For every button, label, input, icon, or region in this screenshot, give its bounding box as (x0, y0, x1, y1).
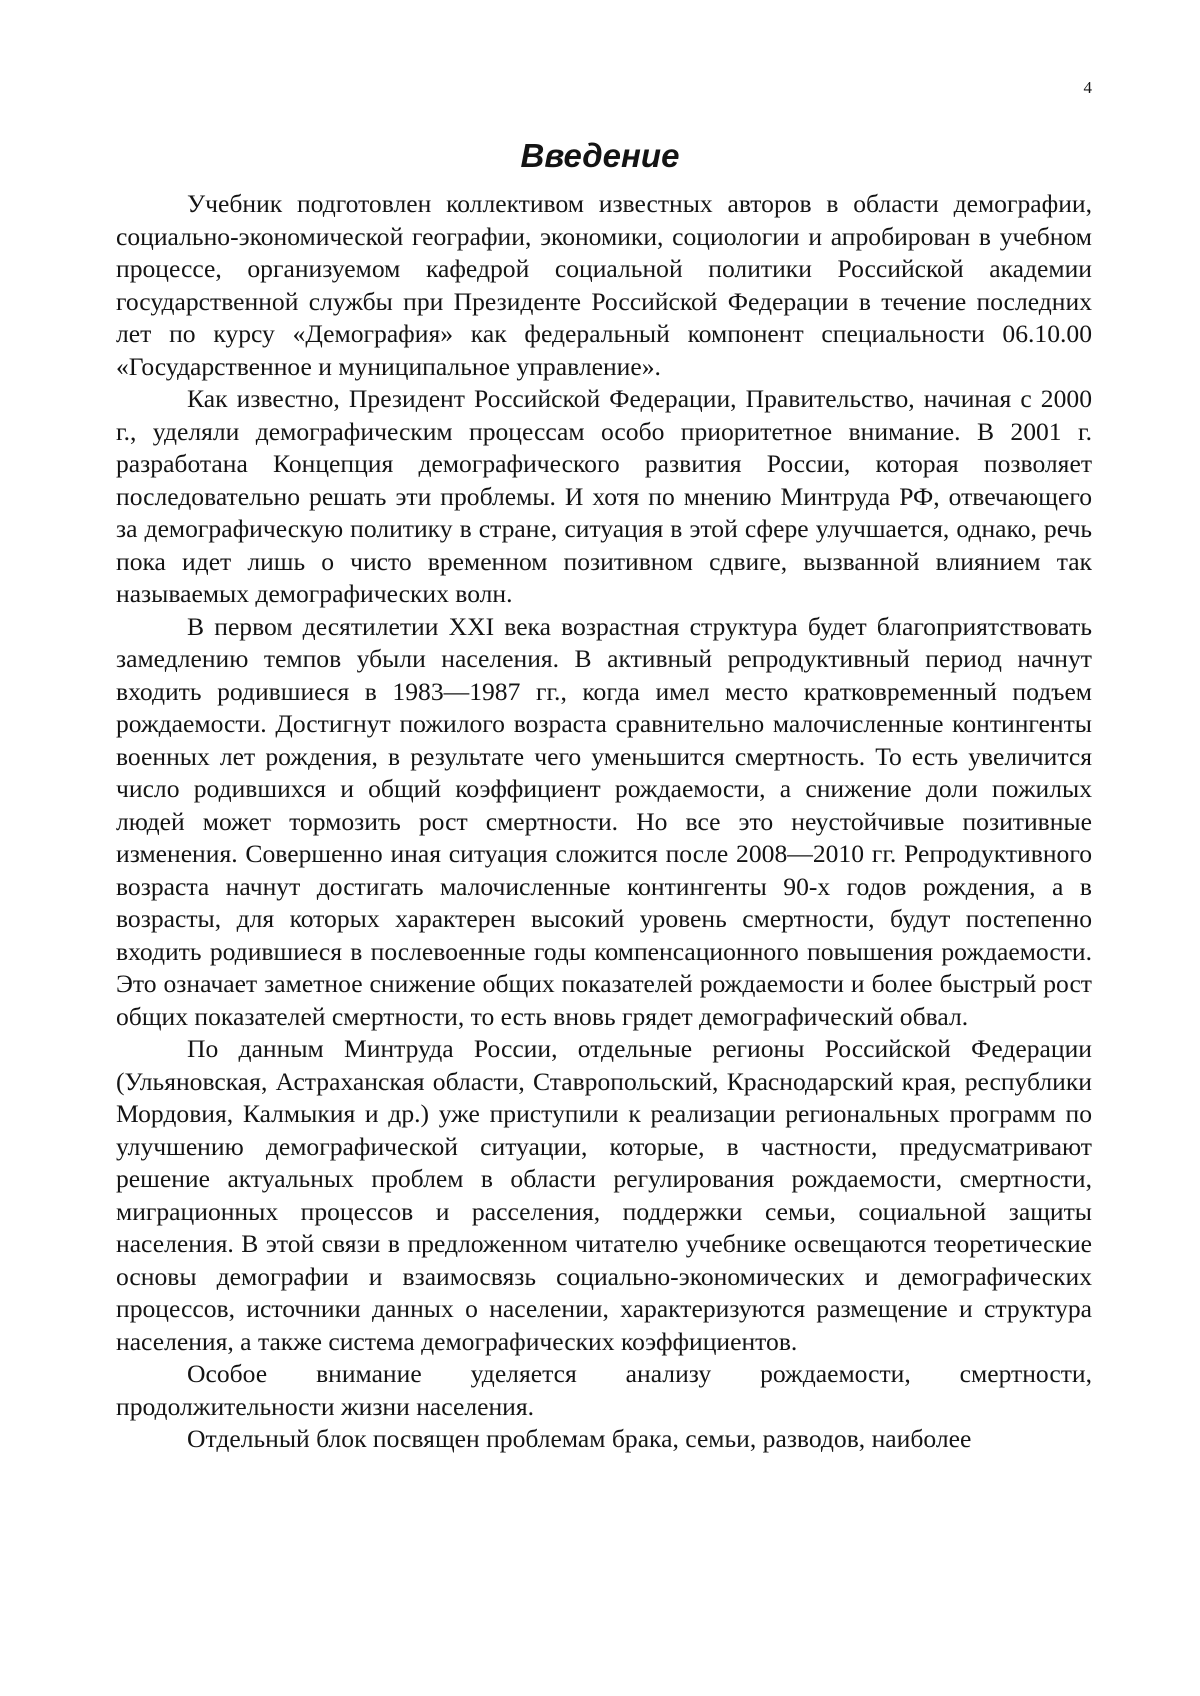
paragraph: Как известно, Президент Российской Федерации, Правительство, начиная с 2000 г., уделяли демографическим процессам особо приоритетное внимание. В 2001 г. разработана Концепция демографического развития России, которая позволяет последовательно решать эти проблемы. И хотя по мнению Минтруда РФ, отвечающего за демографическую политику в стране, ситуация в этой сфере улучшается, однако, речь пока идет лишь о чисто временном позитивном сдвиге, вызванной влиянием так называемых демографических волн. (116, 384, 1092, 608)
section-title: Введение (520, 137, 680, 174)
paragraph: Учебник подготовлен коллективом известных авторов в области демографии, социально-экономической географии, экономики, социологии и апробирован в учебном процессе, организуемом кафедрой социальной политики Российской академии государственной службы при Президенте Российской Федерации в течение последних лет по курсу «Демография» как федеральный компонент специальности 06.10.00 «Государственное и муниципальное управление». (116, 189, 1092, 381)
paragraph: В первом десятилетии XXI века возрастная структура будет благоприятствовать замедлению темпов убыли населения. В активный репродуктивный период начнут входить родившиеся в 1983—1987 гг., когда имел место кратковременный подъем рождаемости. Достигнут пожилого возраста сравнительно малочисленные контингенты военных лет рождения, в результате чего уменьшится смертность. То есть увеличится число родившихся и общий коэффициент рождаемости, а снижение доли пожилых людей может тормозить рост смертности. Но все это неустойчивые позитивные изменения. Совершенно иная ситуация сложится после 2008—2010 гг. Репродуктивного возраста начнут достигать малочисленные контингенты 90-х годов рождения, а в возрасты, для которых характерен высокий уровень смертности, будут постепенно входить родившиеся в послевоенные годы компенсационного повышения рождаемости. Это означает заметное снижение общих показателей рождаемости и более быстрый рост общих показателей смертности, то есть вновь грядет демографический обвал. (116, 611, 1092, 1031)
body-text (116, 188, 1092, 1456)
paragraph: По данным Минтруда России, отдельные регионы Российской Федерации (Ульяновская, Астраханская области, Ставропольский, Краснодарский края, республики Мордовия, Калмыкия и др.) уже приступили к реализации региональных программ по улучшению демографической ситуации, которые, в частности, предусматривают решение актуальных проблем в области регулирования рождаемости, смертности, миграционных процессов и расселения, поддержки семьи, социальной защиты населения. В этой связи в предложенном читателю учебнике освещаются теоретические основы демографии и взаимосвязь социально-экономических и демографических процессов, источники данных о населении, характеризуются размещение и структура населения, а также система демографических коэффициентов. (116, 1034, 1092, 1356)
paragraph: Особое внимание уделяется анализу рождаемости, смертности, продолжительности жизни населения. (116, 1359, 1092, 1421)
paragraph: Отдельный блок посвящен проблемам брака, семьи, разводов, наиболее (187, 1424, 972, 1453)
page-number: 4 (1083, 78, 1092, 97)
